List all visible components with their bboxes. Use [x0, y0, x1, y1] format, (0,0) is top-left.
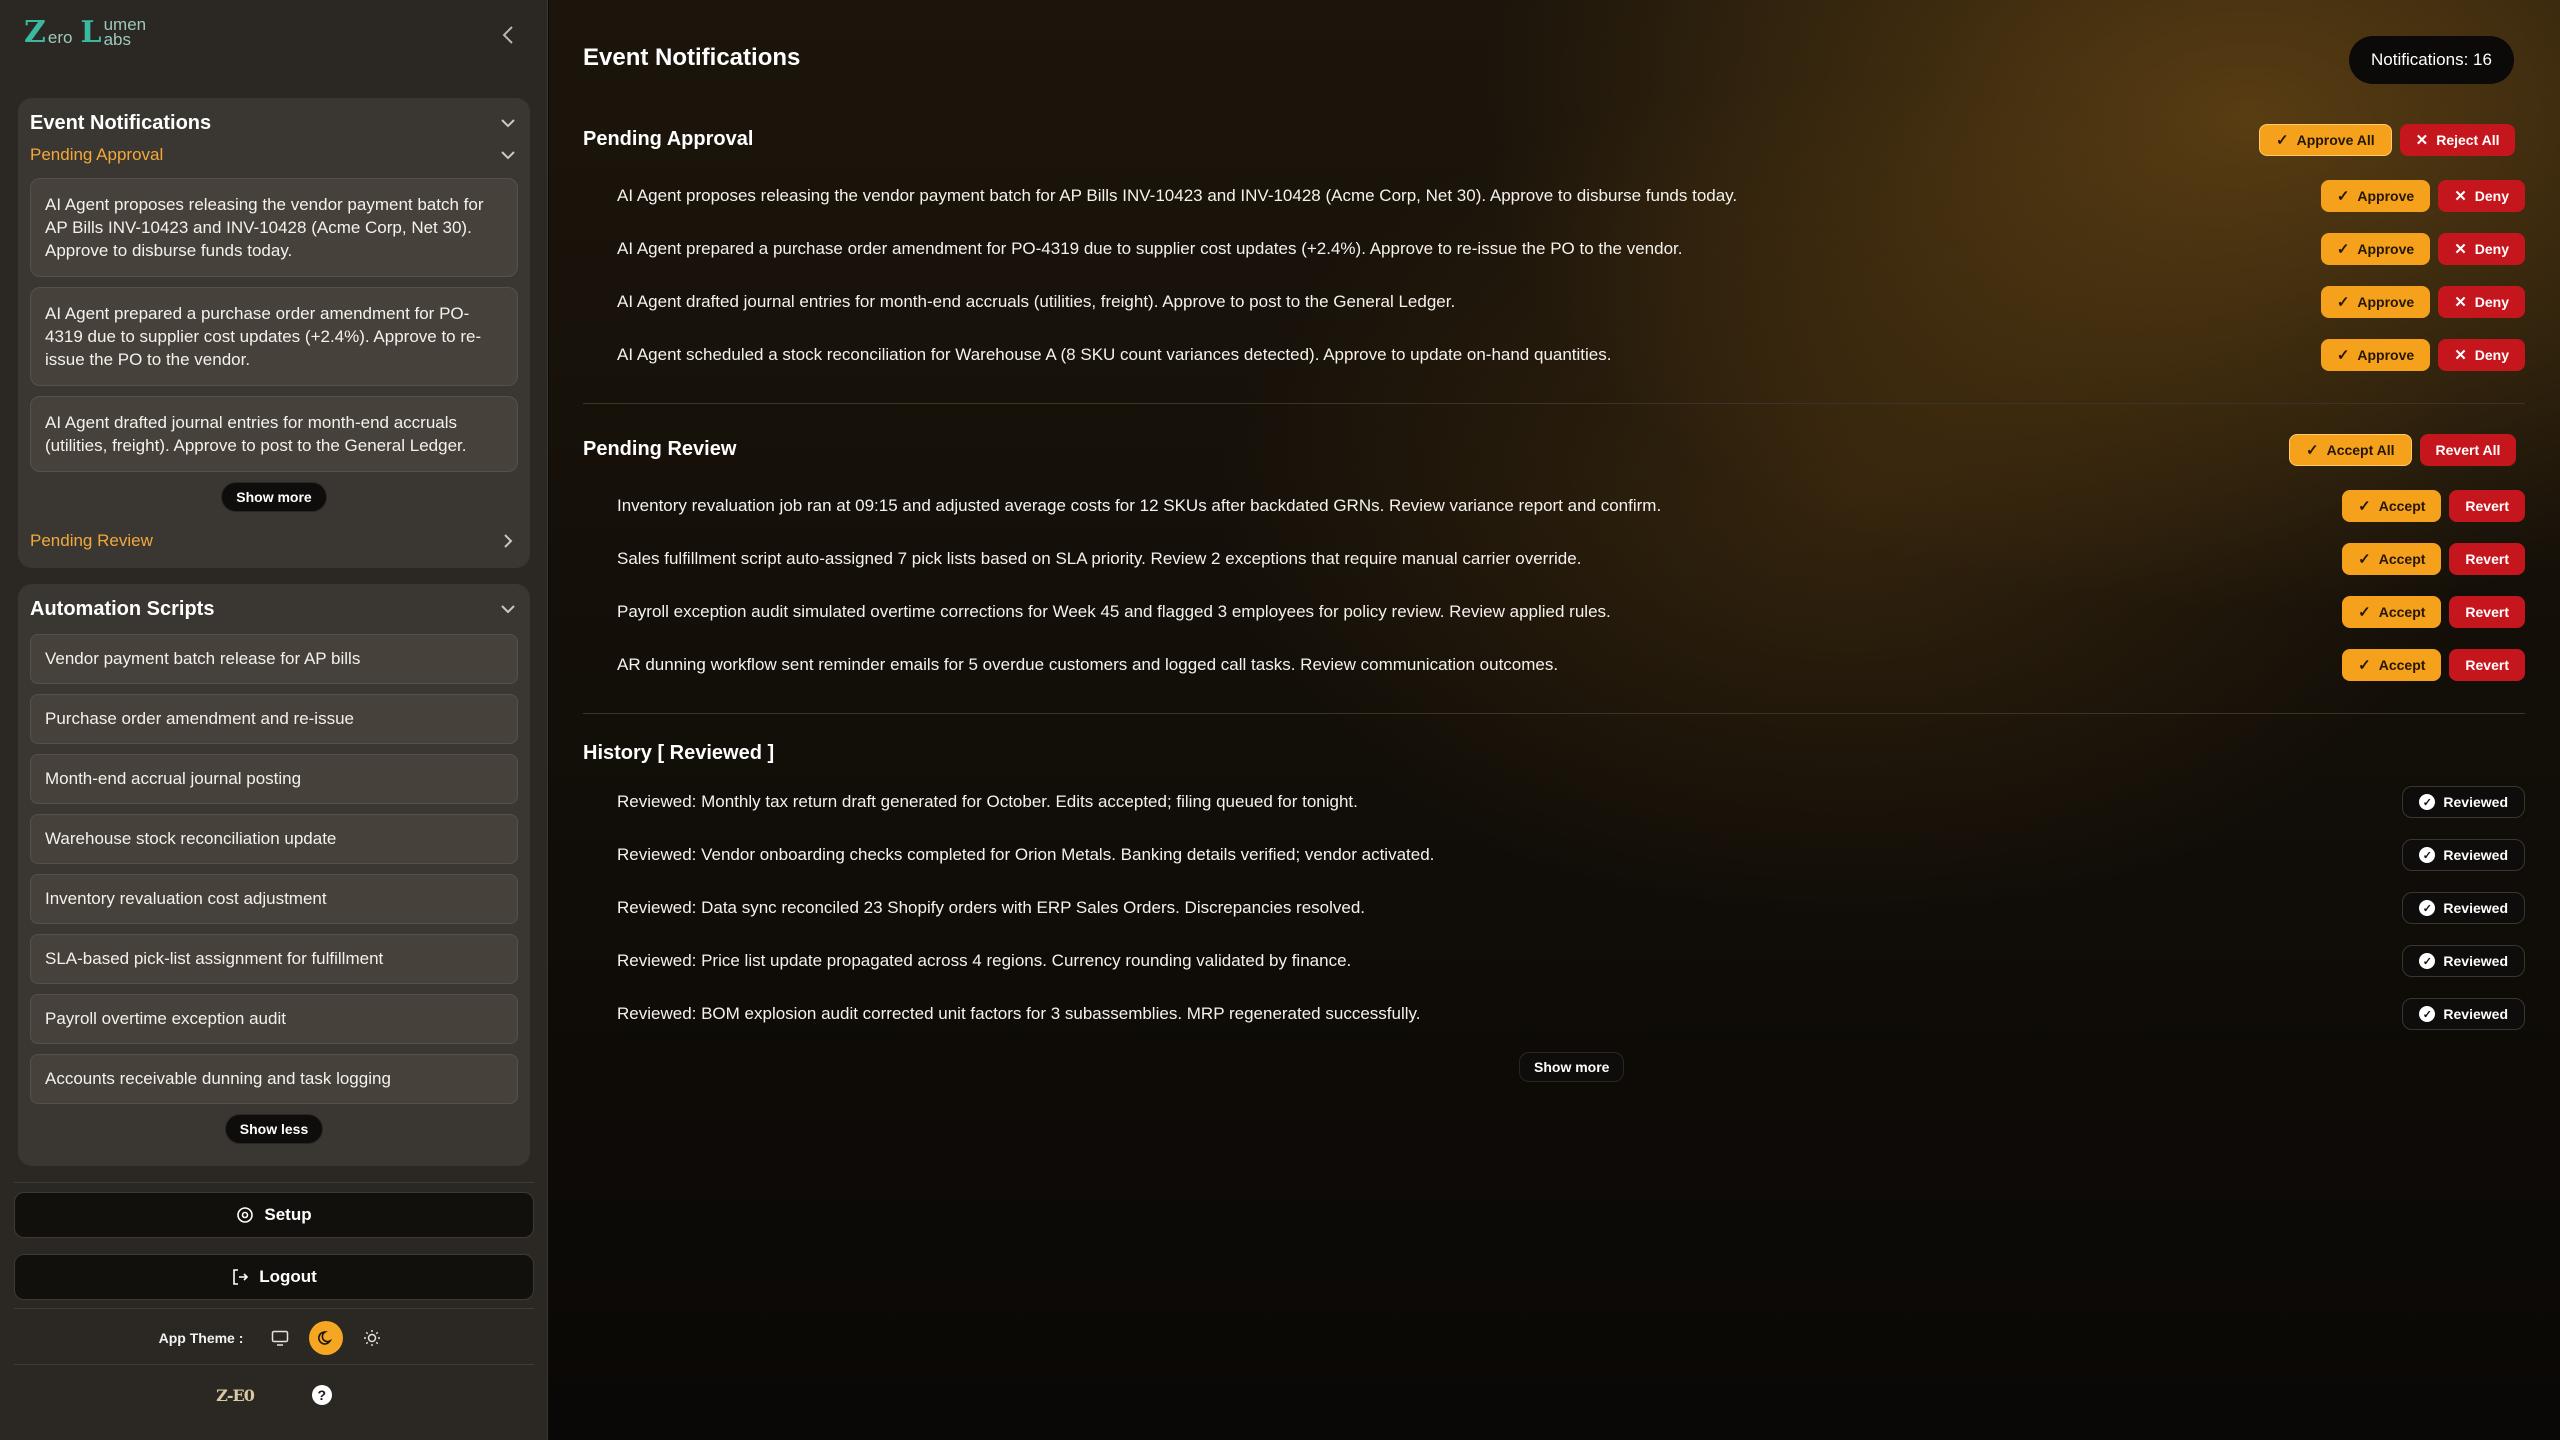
chevron-right-icon[interactable] — [498, 531, 518, 551]
reviewed-badge — [2402, 945, 2525, 977]
deny-label: Deny — [2474, 294, 2509, 310]
approval-row — [617, 229, 2525, 269]
automation-scripts-header[interactable] — [18, 584, 530, 634]
show-less-button[interactable]: Show less — [225, 1114, 323, 1144]
accept-label: Accept — [2378, 657, 2426, 673]
brand-mark-small: Z-E0 — [216, 1385, 254, 1405]
pending-review-label: Pending Review — [30, 531, 153, 550]
script-item[interactable]: Vendor payment batch release for AP bills — [30, 634, 518, 684]
brand-logo — [24, 12, 146, 52]
revert-label: Revert — [2465, 498, 2509, 514]
reviewed-badge — [2402, 892, 2525, 924]
logo-mark-2: L — [80, 14, 102, 50]
section-divider — [583, 713, 2525, 714]
approve-label: Approve — [2357, 294, 2415, 310]
history-title: History [ Reviewed ] — [583, 742, 775, 764]
deny-button[interactable] — [2438, 180, 2525, 212]
revert-button[interactable] — [2449, 490, 2525, 522]
review-row — [617, 539, 2525, 579]
sidebar-divider — [14, 1364, 534, 1365]
accept-all-label: Accept All — [2326, 442, 2395, 458]
approval-row-actions — [2321, 286, 2525, 318]
logo-mark: Z — [24, 14, 46, 50]
review-row-text: Payroll exception audit simulated overtime corrections for Week 45 and flagged 3 employees for policy review. Review applied rules. — [617, 602, 1611, 621]
automation-scripts-title: Automation Scripts — [30, 597, 215, 620]
check-icon: ✓ — [2358, 604, 2371, 621]
accept-button[interactable] — [2342, 596, 2441, 628]
accept-label: Accept — [2378, 551, 2426, 567]
setup-label: Setup — [264, 1205, 312, 1224]
accept-label: Accept — [2378, 604, 2426, 620]
check-icon: ✓ — [2358, 657, 2371, 674]
sidebar-divider — [14, 1182, 534, 1183]
check-icon: ✓ — [2276, 132, 2289, 149]
history-row — [617, 888, 2525, 928]
approval-row-actions — [2321, 339, 2525, 371]
revert-all-label: Revert All — [2435, 442, 2501, 458]
reviewed-badge — [2402, 998, 2525, 1030]
accept-button[interactable] — [2342, 490, 2441, 522]
theme-label: App Theme : — [158, 1330, 244, 1346]
history-row — [617, 835, 2525, 875]
help-icon[interactable]: ? — [312, 1385, 332, 1405]
logout-label: Logout — [259, 1267, 317, 1286]
approve-button[interactable] — [2321, 180, 2430, 212]
page-title: Event Notifications — [583, 44, 801, 71]
reviewed-label: Reviewed — [2443, 1006, 2508, 1022]
revert-button[interactable] — [2449, 543, 2525, 575]
history-row-text: Reviewed: BOM explosion audit corrected unit factors for 3 subassemblies. MRP regenerated successfully. — [617, 1004, 1421, 1023]
x-icon: ✕ — [2454, 294, 2467, 311]
history-row-text: Reviewed: Price list update propagated across 4 regions. Currency rounding validated by finance. — [617, 951, 1352, 970]
chevron-down-icon[interactable] — [498, 599, 518, 619]
deny-label: Deny — [2474, 241, 2509, 257]
review-row — [617, 645, 2525, 685]
pending-review-title: Pending Review — [583, 438, 737, 460]
review-row-text: Sales fulfillment script auto-assigned 7 pick lists based on SLA priority. Review 2 exceptions that require manual carrier override. — [617, 549, 1582, 568]
deny-button[interactable] — [2438, 233, 2525, 265]
sidebar-footer — [0, 1378, 548, 1412]
check-icon: ✓ — [2336, 241, 2350, 258]
reviewed-check-icon: ✓ — [2419, 953, 2435, 969]
review-row-text: Inventory revaluation job ran at 09:15 and adjusted average costs for 12 SKUs after backdated GRNs. Review variance report and confirm. — [617, 496, 1662, 515]
check-icon: ✓ — [2336, 347, 2350, 364]
sidebar-divider — [14, 1308, 534, 1309]
approve-label: Approve — [2357, 347, 2415, 363]
approve-button[interactable] — [2321, 339, 2430, 371]
x-icon: ✕ — [2415, 132, 2429, 149]
revert-button[interactable] — [2449, 596, 2525, 628]
reviewed-badge — [2402, 786, 2525, 818]
accept-all-button[interactable] — [2289, 434, 2412, 466]
approval-row-text: AI Agent drafted journal entries for month-end accruals (utilities, freight). Approve to post to the General Ledger. — [617, 292, 1456, 311]
revert-label: Revert — [2465, 551, 2509, 567]
approve-all-label: Approve All — [2296, 132, 2375, 148]
review-row-actions — [2342, 490, 2525, 522]
reject-all-button[interactable] — [2400, 124, 2516, 156]
reviewed-check-icon: ✓ — [2419, 794, 2435, 810]
sun-icon[interactable] — [355, 1321, 389, 1355]
approval-row — [617, 176, 2525, 216]
approval-row-actions — [2321, 180, 2525, 212]
check-icon: ✓ — [2358, 498, 2371, 515]
logo-text-stack — [102, 17, 147, 47]
approve-button[interactable] — [2321, 286, 2430, 318]
approval-row-text: AI Agent proposes releasing the vendor payment batch for AP Bills INV-10423 and INV-10428 (Acme Corp, Net 30). Approve to disburse funds today. — [617, 186, 1738, 205]
show-more-button[interactable]: Show more — [221, 482, 326, 512]
deny-button[interactable] — [2438, 286, 2525, 318]
approval-row-actions — [2321, 233, 2525, 265]
approve-label: Approve — [2357, 241, 2415, 257]
accept-label: Accept — [2378, 498, 2426, 514]
x-icon: ✕ — [2454, 241, 2467, 258]
review-row-text: AR dunning workflow sent reminder emails for 5 overdue customers and logged call tasks. Review communication outcomes. — [617, 655, 1559, 674]
monitor-icon[interactable] — [263, 1321, 297, 1355]
review-row-actions — [2342, 596, 2525, 628]
revert-label: Revert — [2465, 657, 2509, 673]
reviewed-label: Reviewed — [2443, 900, 2508, 916]
reviewed-label: Reviewed — [2443, 953, 2508, 969]
x-icon: ✕ — [2454, 347, 2467, 364]
review-row-actions — [2342, 543, 2525, 575]
chevron-down-icon[interactable] — [498, 113, 518, 133]
logo-text-2b: abs — [103, 30, 131, 49]
notifications-count-badge: Notifications: 16 — [2349, 36, 2514, 84]
history-row-text: Reviewed: Monthly tax return draft generated for October. Edits accepted; filing queued for tonight. — [617, 792, 1358, 811]
revert-all-button[interactable] — [2420, 434, 2517, 466]
history-show-more-wrap — [1519, 1052, 1624, 1082]
pending-approval-title: Pending Approval — [583, 128, 754, 150]
approval-row — [617, 335, 2525, 375]
deny-label: Deny — [2474, 188, 2509, 204]
reject-all-label: Reject All — [2436, 132, 2500, 148]
event-notifications-panel — [18, 98, 530, 568]
approval-row — [617, 282, 2525, 322]
review-row — [617, 486, 2525, 526]
pending-approval-bulk-actions — [2259, 124, 2515, 156]
script-item[interactable]: Month-end accrual journal posting — [30, 754, 518, 804]
deny-button[interactable] — [2438, 339, 2525, 371]
gear-icon — [236, 1206, 254, 1224]
theme-switcher — [0, 1318, 548, 1358]
check-icon: ✓ — [2336, 188, 2350, 205]
script-item[interactable]: Warehouse stock reconciliation update — [30, 814, 518, 864]
deny-label: Deny — [2474, 347, 2509, 363]
chevron-down-icon[interactable] — [498, 145, 518, 165]
history-show-more-button[interactable]: Show more — [1519, 1052, 1624, 1082]
main-content — [549, 0, 2560, 1440]
notification-card[interactable]: AI Agent drafted journal entries for month-end accruals (utilities, freight). Approve to post to the General Ledger. — [30, 396, 518, 472]
logout-icon — [231, 1268, 249, 1286]
accept-button[interactable] — [2342, 649, 2441, 681]
sidebar — [0, 0, 548, 1440]
approve-label: Approve — [2357, 188, 2415, 204]
accept-button[interactable] — [2342, 543, 2441, 575]
pending-review-bulk-actions — [2289, 434, 2516, 466]
script-item[interactable]: SLA-based pick-list assignment for fulfillment — [30, 934, 518, 984]
revert-button[interactable] — [2449, 649, 2525, 681]
pending-review-header[interactable] — [18, 526, 530, 556]
history-row — [617, 941, 2525, 981]
reviewed-label: Reviewed — [2443, 847, 2508, 863]
reviewed-check-icon: ✓ — [2419, 847, 2435, 863]
logo-text-1: ero — [47, 27, 73, 47]
script-item[interactable]: Purchase order amendment and re-issue — [30, 694, 518, 744]
logout-button[interactable] — [14, 1254, 534, 1300]
approve-all-button[interactable] — [2259, 124, 2392, 156]
history-row — [617, 782, 2525, 822]
history-row-text: Reviewed: Vendor onboarding checks completed for Orion Metals. Banking details verified; vendor activated. — [617, 845, 1435, 864]
review-row-actions — [2342, 649, 2525, 681]
notification-card[interactable]: AI Agent proposes releasing the vendor payment batch for AP Bills INV-10423 and INV-10428 (Acme Corp, Net 30). Approve to disburse funds today. — [30, 178, 518, 277]
script-item[interactable]: Inventory revaluation cost adjustment — [30, 874, 518, 924]
logo-text-2a: umen — [103, 15, 147, 34]
script-item[interactable]: Accounts receivable dunning and task logging — [30, 1054, 518, 1104]
script-item[interactable]: Payroll overtime exception audit — [30, 994, 518, 1044]
reviewed-label: Reviewed — [2443, 794, 2508, 810]
pending-approval-header[interactable] — [18, 140, 530, 170]
reviewed-badge — [2402, 839, 2525, 871]
approval-row-text: AI Agent scheduled a stock reconciliation for Warehouse A (8 SKU count variances detected). Approve to update on-hand quantities. — [617, 345, 1612, 364]
approval-row-text: AI Agent prepared a purchase order amendment for PO-4319 due to supplier cost updates (+2.4%). Approve to re-issue the PO to the vendor. — [617, 239, 1683, 258]
check-icon: ✓ — [2336, 294, 2350, 311]
x-icon: ✕ — [2454, 188, 2467, 205]
collapse-sidebar-button[interactable] — [498, 22, 518, 48]
notification-card[interactable]: AI Agent prepared a purchase order amendment for PO-4319 due to supplier cost updates (+2.4%). Approve to re-issue the PO to the vendor. — [30, 287, 518, 386]
reviewed-check-icon: ✓ — [2419, 1006, 2435, 1022]
reviewed-check-icon: ✓ — [2419, 900, 2435, 916]
review-row — [617, 592, 2525, 632]
approve-button[interactable] — [2321, 233, 2430, 265]
pending-approval-label: Pending Approval — [30, 145, 164, 164]
revert-label: Revert — [2465, 604, 2509, 620]
section-divider — [583, 403, 2525, 404]
check-icon: ✓ — [2358, 551, 2371, 568]
automation-scripts-panel — [18, 584, 530, 1166]
history-row — [617, 994, 2525, 1034]
history-row-text: Reviewed: Data sync reconciled 23 Shopify orders with ERP Sales Orders. Discrepancies resolved. — [617, 898, 1366, 917]
chevron-left-icon — [502, 25, 514, 45]
setup-button[interactable] — [14, 1192, 534, 1238]
event-notifications-title: Event Notifications — [30, 111, 212, 134]
check-icon: ✓ — [2306, 442, 2319, 459]
moon-icon[interactable] — [309, 1321, 343, 1355]
